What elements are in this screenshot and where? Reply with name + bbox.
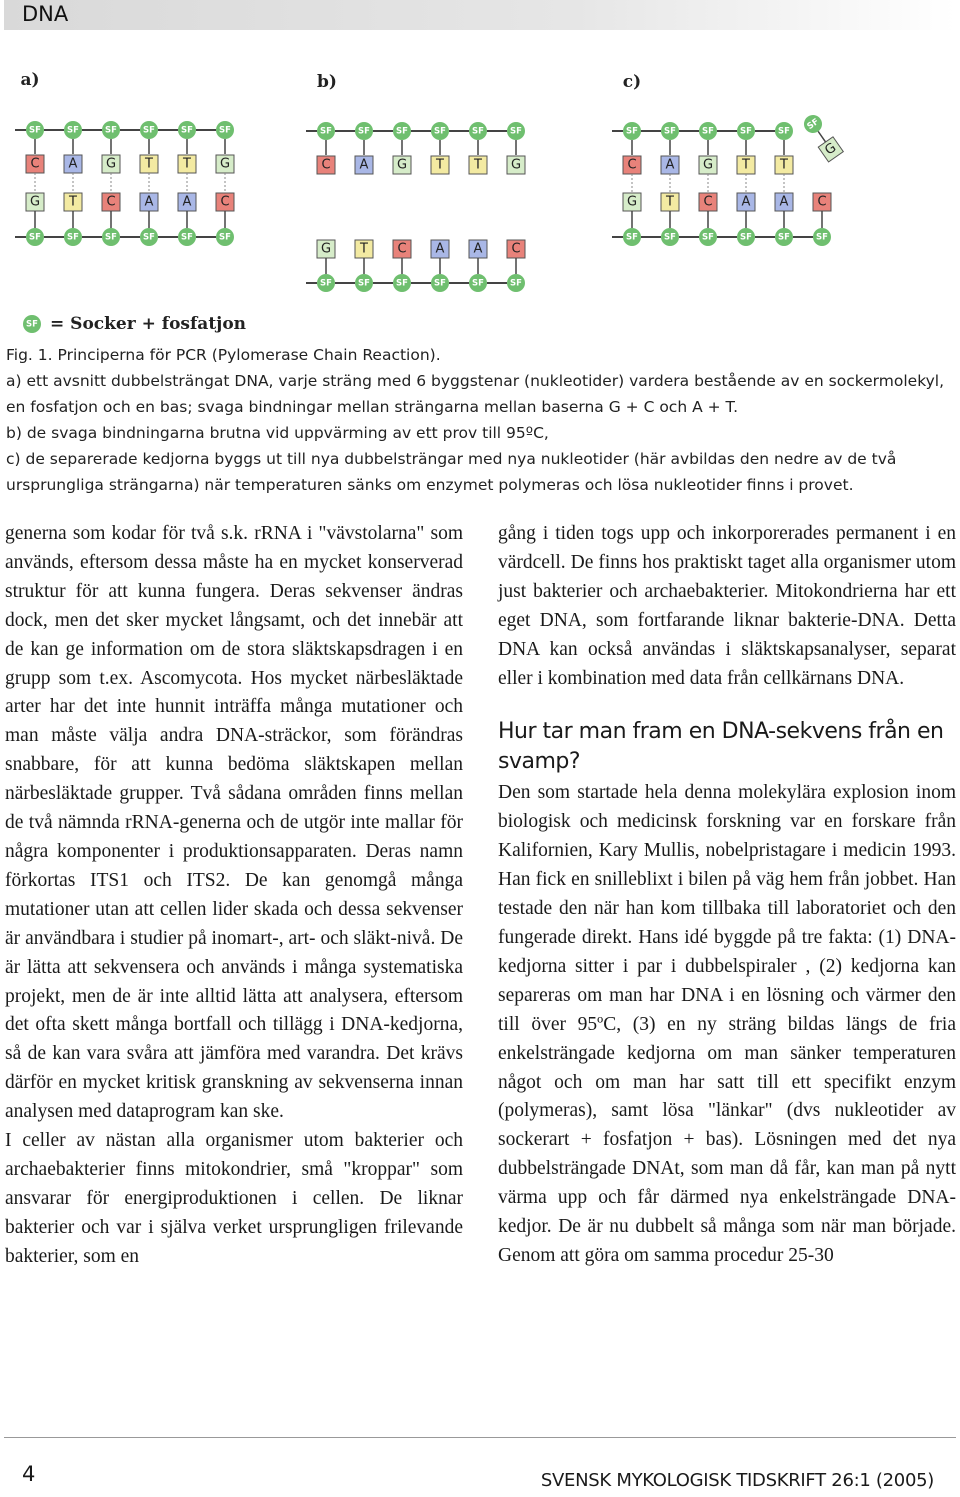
base-letter: T [742, 157, 750, 173]
base-letter: G [29, 194, 41, 210]
left-paragraph-2: I celler av nästan alla organismer utom bakterier och archaebakterier finns mitokondrier, små "kroppar" som ansvarar för energiproduktionen i cellen. De liknar bakterier och var i själva verket ursprungligen frilevande bakterier, som en [5, 1130, 463, 1267]
base-letter: A [359, 157, 369, 173]
sugar-phosphate-label: SF [816, 232, 828, 243]
base-letter: C [321, 157, 331, 173]
sugar-phosphate-label: SF [702, 126, 714, 137]
pcr-figure [0, 58, 960, 338]
base-letter: C [30, 156, 40, 172]
sugar-phosphate-label: SF [181, 232, 193, 243]
base-letter: G [219, 156, 231, 172]
base-letter: G [702, 157, 714, 173]
sugar-phosphate-label: SF [396, 278, 408, 289]
panel-label: a) [20, 70, 40, 90]
base-letter: T [436, 157, 444, 173]
header-bar [4, 0, 956, 30]
sugar-phosphate-label: SF [740, 126, 752, 137]
sugar-phosphate-label: SF [510, 278, 522, 289]
sugar-phosphate-label: SF [219, 232, 231, 243]
sugar-phosphate-label: SF [143, 232, 155, 243]
right-paragraph-1: gång i tiden togs upp och inkorporerades permanent i en värdcell. De finns hos praktiskt taget alla organismer utom just bakterier och archaebakterier. Mitokondrierna har ett eget DNA, som fortfarande liknar bakterie-DNA. Detta DNA kan också användas i släktskapsanalyser, separat eller i kombination med data från cellkärnans DNA. [498, 523, 956, 689]
sugar-phosphate-label: SF [626, 126, 638, 137]
base-letter: G [822, 140, 840, 159]
base-letter: T [183, 156, 191, 172]
sugar-phosphate-label: SF [778, 232, 790, 243]
base-letter: T [474, 157, 482, 173]
sugar-phosphate-label: SF [510, 126, 522, 137]
page-number: 4 [22, 1462, 36, 1486]
footer-divider [4, 1437, 956, 1438]
base-bond [818, 131, 825, 142]
sugar-phosphate-label: SF [358, 126, 370, 137]
base-letter: G [510, 157, 522, 173]
left-column [5, 520, 463, 1272]
sugar-phosphate-label: SF [358, 278, 370, 289]
sugar-phosphate-label: SF [26, 319, 38, 330]
base-letter: T [666, 194, 674, 210]
base-letter: A [144, 194, 154, 210]
base-letter: C [106, 194, 116, 210]
caption-a: a) ett avsnitt dubbelsträngat DNA, varje sträng med 6 byggstenar (nukleotider) vardera bestående av en sockermolekyl, en fosfatjon och en bas; svaga bindningar mellan strängarna mellan baserna G + C och A + T. [6, 372, 945, 416]
base-letter: C [511, 241, 521, 257]
base-letter: C [220, 194, 230, 210]
right-column [498, 520, 956, 1271]
caption-c: c) de separerade kedjorna byggs ut till nya dubbelsträngar med nya nukleotider (här avbildas den nedre av de två ursprungliga strängarna) när temperaturen sänks om enzymet polymeras och lösa nukleotider finns i provet. [6, 450, 897, 494]
base-letter: T [780, 157, 788, 173]
base-letter: G [626, 194, 638, 210]
sugar-phosphate-label: SF [29, 125, 41, 136]
sugar-phosphate-label: SF [67, 232, 79, 243]
sugar-phosphate-label: SF [805, 116, 822, 132]
sugar-phosphate-label: SF [320, 126, 332, 137]
panel-label: b) [317, 72, 337, 92]
base-letter: C [627, 157, 637, 173]
base-letter: A [741, 194, 751, 210]
sugar-phosphate-label: SF [396, 126, 408, 137]
base-letter: T [69, 194, 77, 210]
sugar-phosphate-label: SF [105, 232, 117, 243]
base-letter: G [396, 157, 408, 173]
legend-text: = Socker + fosfatjon [50, 314, 247, 334]
base-letter: A [665, 157, 675, 173]
sugar-phosphate-label: SF [181, 125, 193, 136]
caption-title: Fig. 1. Principerna för PCR (Pylomerase Chain Reaction). [6, 346, 441, 364]
base-letter: T [360, 241, 368, 257]
sugar-phosphate-label: SF [702, 232, 714, 243]
sugar-phosphate-label: SF [472, 126, 484, 137]
base-letter: A [68, 156, 78, 172]
sugar-phosphate-label: SF [472, 278, 484, 289]
sugar-phosphate-label: SF [434, 126, 446, 137]
sugar-phosphate-label: SF [105, 125, 117, 136]
section-heading: Hur tar man fram en DNA-sekvens från en svamp? [498, 719, 944, 775]
sugar-phosphate-label: SF [626, 232, 638, 243]
section-title: DNA [22, 2, 69, 26]
sugar-phosphate-label: SF [664, 232, 676, 243]
sugar-phosphate-label: SF [143, 125, 155, 136]
base-letter: G [320, 241, 332, 257]
base-letter: A [779, 194, 789, 210]
free-nucleotide [800, 111, 843, 161]
sugar-phosphate-label: SF [320, 278, 332, 289]
sugar-phosphate-label: SF [778, 126, 790, 137]
base-letter: C [817, 194, 827, 210]
base-letter: C [703, 194, 713, 210]
right-paragraph-2: Den som startade hela denna molekylära explosion inom biologisk och medicinsk forskning var en forskare från Kalifornien, Kary Mullis, nobelpristagare i medicin 1993. Han fick en snilleblixt i bilen på väg hem från jobbet. Han testade den när han kom tillbaka till laboratoriet och den fungerade direkt. Hans idé byggde på tre fakta: (1) DNA-kedjorna sitter i par i dubbelspiraler , (2) kedjorna kan separeras om man har DNA i en lösning och värmer den till över 95ºC, (3) en ny sträng bildas längs de fria enkelsträngade kedjorna om man sänker temperaturen något och om man har satt till ett specifikt enzym (polymeras), samt lösa "länkar" (dvs nukleotider av sockerart + fosfatjon + bas). Lösningen med det nya dubbelsträngade DNAt, som man då får, kan man på nytt värma upp och får därmed nya enkelsträngade DNA-kedjor. De är nu dubbelt så många som när man började. Genom att göra om samma procedur 25-30 [498, 782, 956, 1266]
left-paragraph-1: generna som kodar för två s.k. rRNA i "vävstolarna" som används, eftersom dessa måste ha en mycket konserverad struktur för att kunna fungera. Deras sekvenser ändras dock, men det sker mycket långsamt, och det innebär att de kan ge information om de stora släktskapsdragen i en grupp som t.ex. Ascomycota. Hos mycket närbesläktade arter har det inte hunnit inträffa många mutationer och man måste välja andra DNA-sträckor, som förändras snabbare, för att kunna bedöma släktskapen mellan närbesläktade grupper. Två sådana områden finns mellan de två nämnda rRNA-generna och de utgör inte mallar för några komponenter i produktionsapparaten. Deras namn förkortas ITS1 och ITS2. De kan genomgå många mutationer utan att cellen lider skada och dessa sekvenser är användbara i studier på inomart-, art- och släkt-nivå. De är lätta att sekvensera och används i många systematiska projekt, men de är inte alltid lätta att analysera, eftersom det ofta skett många bortfall och tillägg i DNA-kedjorna, så de kan vara svåra att jämföra med varandra. Det krävs därför en mycket kritisk granskning av sekvenserna innan analysen med dataprogram kan ske. [5, 523, 463, 1123]
base-letter: A [182, 194, 192, 210]
base-letter: A [473, 241, 483, 257]
caption-b: b) de svaga bindningarna brutna vid uppvärming av ett prov till 95ºC, [6, 424, 549, 442]
sugar-phosphate-label: SF [740, 232, 752, 243]
sugar-phosphate-label: SF [434, 278, 446, 289]
sugar-phosphate-label: SF [67, 125, 79, 136]
sugar-phosphate-label: SF [664, 126, 676, 137]
base-letter: T [145, 156, 153, 172]
base-letter: G [105, 156, 117, 172]
sugar-phosphate-label: SF [219, 125, 231, 136]
base-letter: C [397, 241, 407, 257]
figure-caption [6, 342, 956, 498]
journal-name: SVENSK MYKOLOGISK TIDSKRIFT 26:1 (2005) [540, 1470, 934, 1491]
panel-label: c) [622, 72, 642, 92]
base-letter: A [435, 241, 445, 257]
sugar-phosphate-label: SF [29, 232, 41, 243]
